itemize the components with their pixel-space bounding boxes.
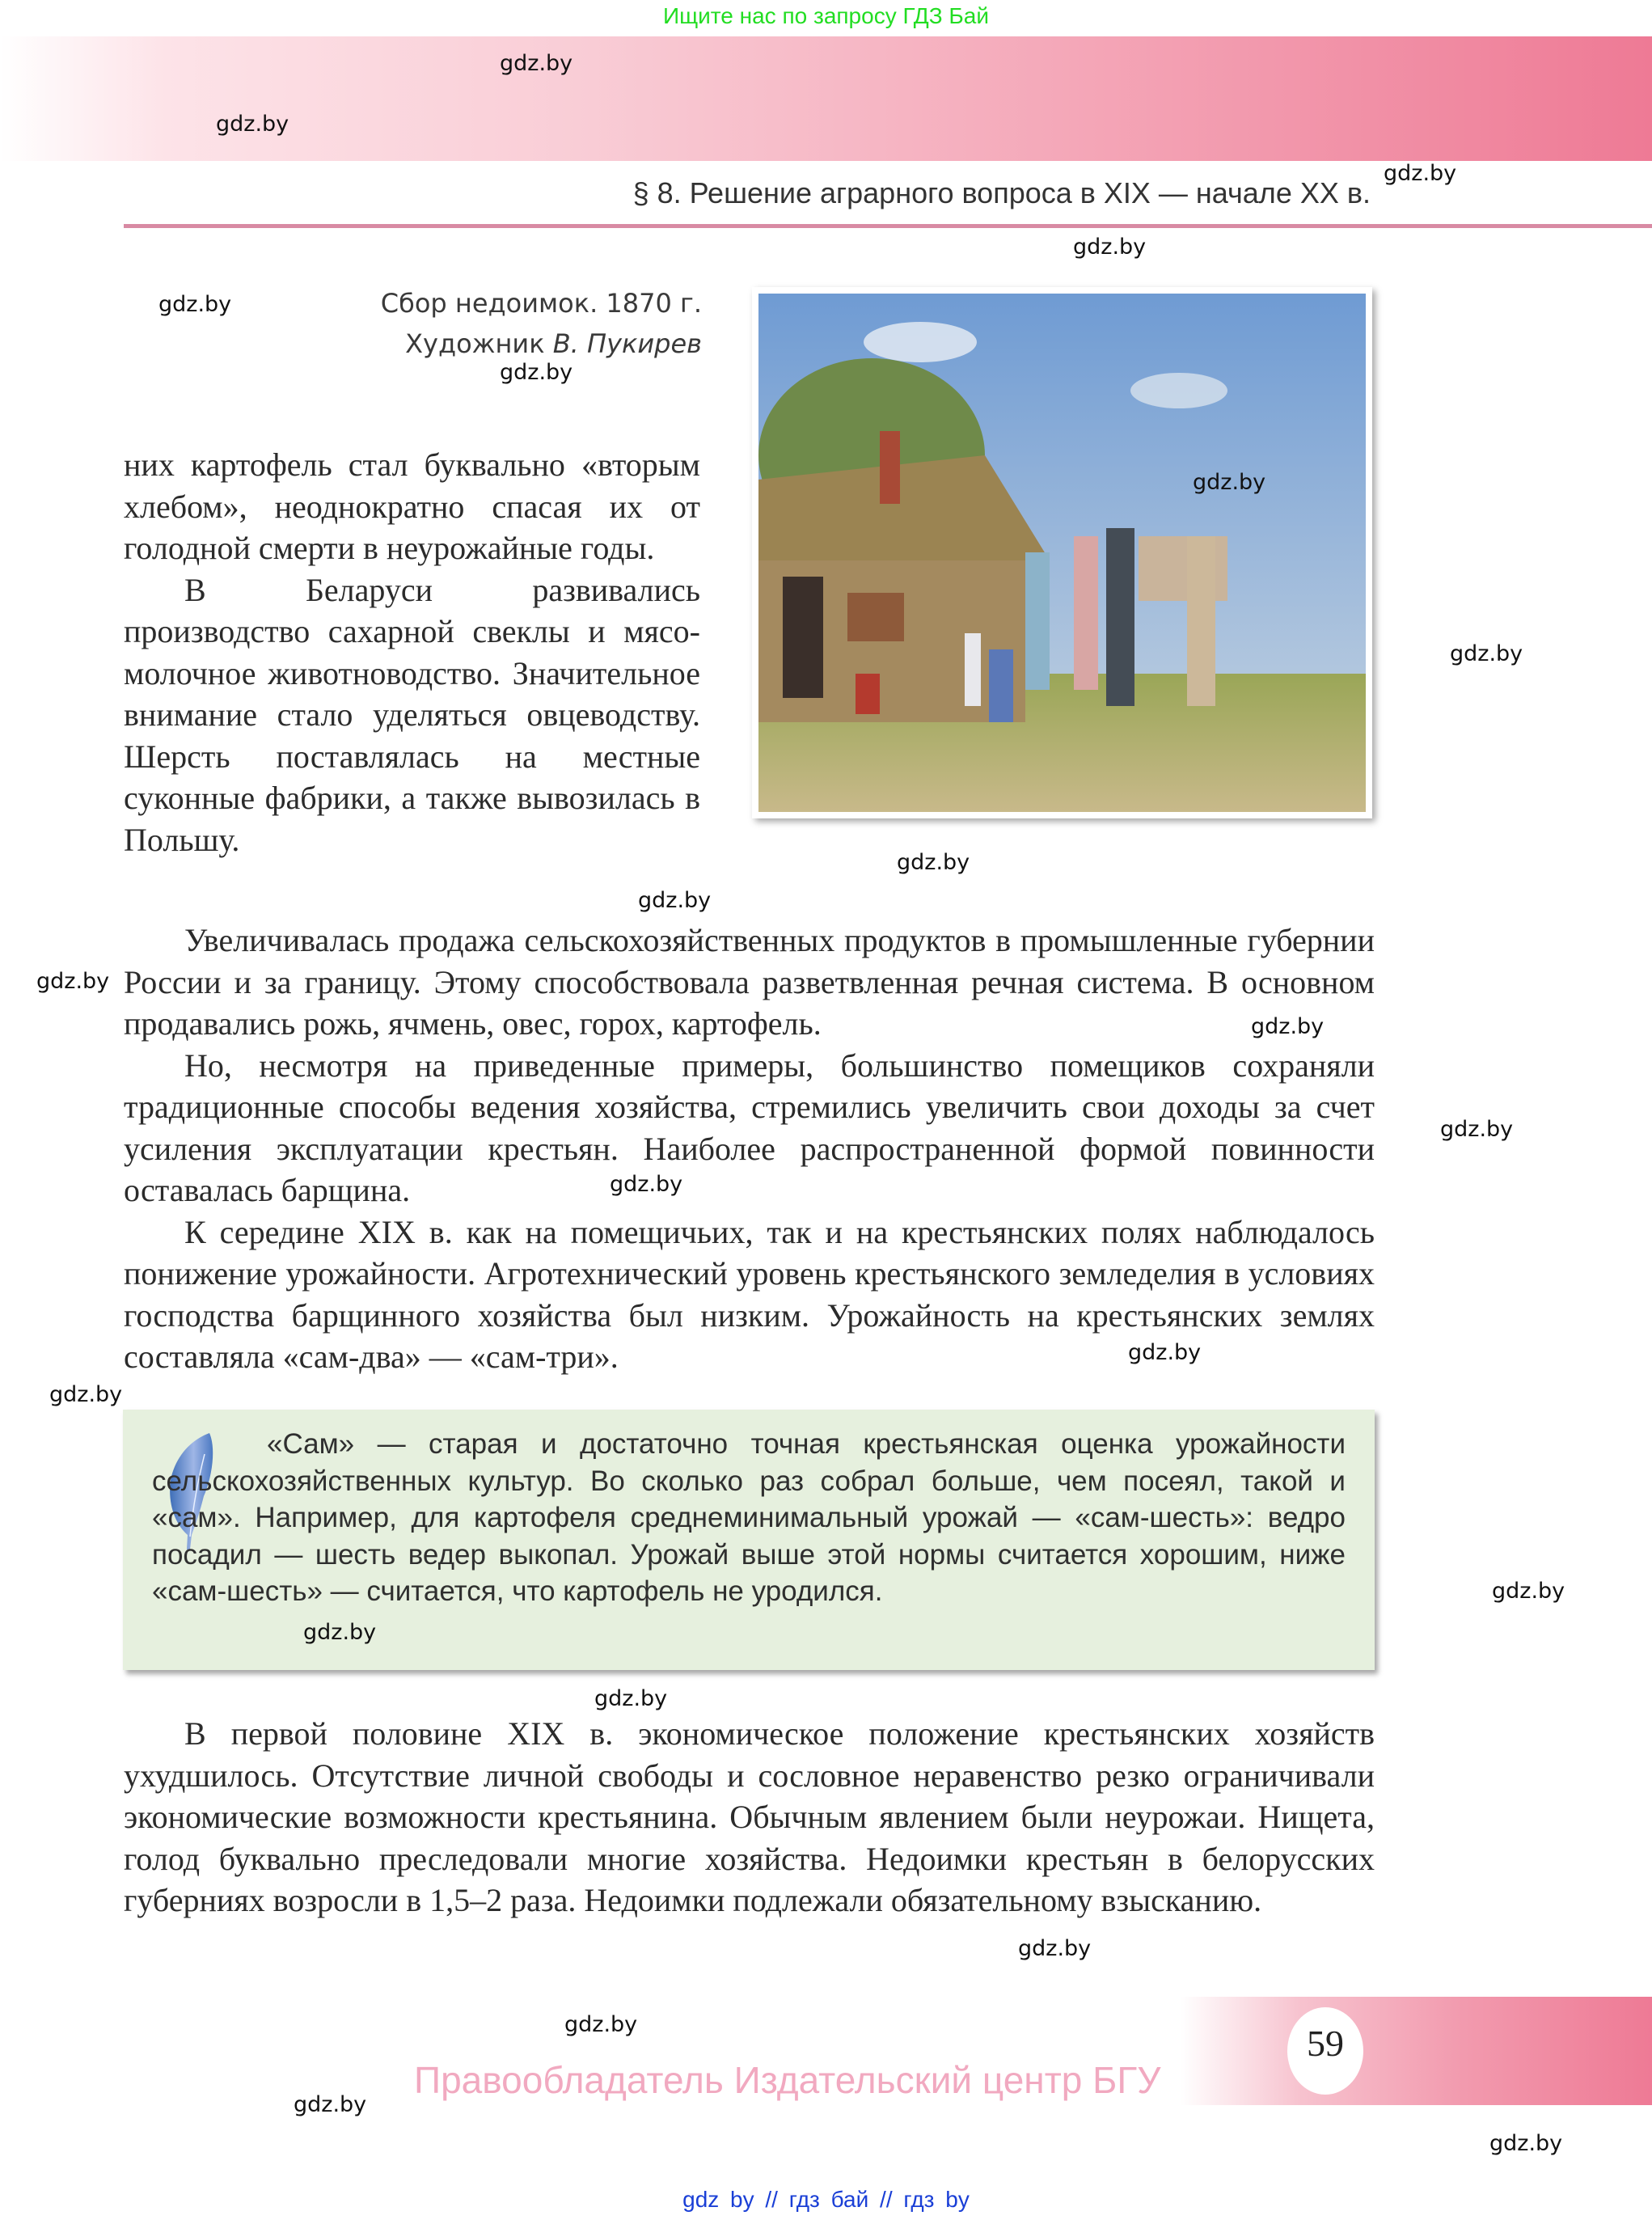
- watermark: gdz.by: [1440, 1117, 1514, 1142]
- chapter-title: § 8. Решение аграрного вопроса в XIX — начале XX в.: [632, 176, 1371, 209]
- watermark: gdz.by: [1450, 641, 1523, 666]
- header-divider: [124, 224, 1652, 228]
- watermark: gdz.by: [1128, 1340, 1202, 1365]
- watermark: gdz.by: [638, 888, 712, 913]
- watermark: gdz.by: [36, 969, 110, 994]
- watermark: gdz.by: [1489, 2131, 1563, 2156]
- page-number: 59: [1307, 2023, 1344, 2064]
- rights-holder-notice: Правообладатель Издательский центр БГУ: [414, 2059, 1161, 2101]
- note-text: «Сам» — старая и достаточно точная крестьянская оценка урожайности сельскохозяйственных культур. Во сколько раз собрал больше, чем посеял, такой и «сам». Например, для картофеля среднеминимальный урожай — «сам-шесть»: ведро посадил — шесть ведер выкопал. Урожай выше этой нормы считается хорошим, ниже «сам-шесть» — считается, что картофель не уродился.: [152, 1428, 1346, 1607]
- watermark: gdz.by: [564, 2012, 638, 2037]
- watermark: gdz.by: [1492, 1579, 1565, 1604]
- caption-artist: [381, 323, 702, 364]
- watermark: gdz.by: [500, 51, 573, 76]
- bottom-site-links[interactable]: gdz by // гдз бай // гдз by: [682, 2187, 970, 2212]
- watermark: gdz.by: [294, 2092, 367, 2117]
- caption-artist-name: В. Пукирев: [552, 328, 702, 359]
- body-text-wide: [124, 920, 1375, 1378]
- watermark: gdz.by: [610, 1172, 683, 1197]
- body-text-narrow: [124, 444, 700, 860]
- figure-caption: [381, 283, 702, 364]
- search-hint-banner: Ищите нас по запросу ГДЗ Бай: [662, 3, 990, 28]
- watermark: gdz.by: [1193, 470, 1266, 495]
- paragraph-landlords: Но, несмотря на приведенные примеры, большинство помещиков сохраняли традиционные способы ведения хозяйства, стремились увеличить свои доходы за счет усиления эксплуатации крестьян. Наиболее распространенной формой повинности оставалась барщина.: [124, 1046, 1375, 1208]
- paragraph-sales: Увеличивалась продажа сельскохозяйственных продуктов в промышленные губернии России и за границу. Этому способствовала разветвленная речная система. В основном продавались рожь, ячмень, овес, горох, картофель.: [124, 922, 1375, 1042]
- watermark: gdz.by: [1384, 161, 1457, 186]
- footer-decorative-band: [1181, 1997, 1652, 2105]
- watermark: gdz.by: [897, 850, 970, 875]
- painting-canvas: [758, 294, 1366, 812]
- watermark: gdz.by: [1073, 235, 1147, 260]
- watermark: gdz.by: [594, 1686, 668, 1711]
- caption-artist-label: Художник: [405, 328, 545, 359]
- watermark: gdz.by: [500, 360, 573, 385]
- body-text-final: [124, 1713, 1375, 1922]
- paragraph-economic-decline: В первой половине XIX в. экономическое положение крестьянских хозяйств ухудшилось. Отсутствие личной свободы и сословное неравенство резко ограничивали экономические возможности крестьянина. Обычным явлением были неурожаи. Нищета, голод буквально преследовали многие хозяйства. Недоимки крестьян в белорусских губерниях возросли в 1,5–2 раза. Недоимки подлежали обязательному взысканию.: [124, 1715, 1375, 1918]
- header-decorative-band: [0, 36, 1652, 161]
- watermark: gdz.by: [49, 1382, 123, 1407]
- paragraph-belarus-production: В Беларуси развивались производство сахарной свеклы и мясо-молочное животноводство. Значительное внимание стало уделяться овцеводству. Шерсть поставлялась на местные суконные фабрики, а также вывозилась в Польшу.: [124, 571, 700, 858]
- paragraph-yield: К середине XIX в. как на помещичьих, так и на крестьянских полях наблюдалось понижение урожайности. Агротехнический уровень крестьянского земледелия в условиях господства барщинного хозяйства был низким. Урожайность на крестьянских землях составляла «сам-два» — «сам-три».: [124, 1213, 1375, 1375]
- watermark: gdz.by: [1251, 1014, 1325, 1039]
- caption-title: Сбор недоимок. 1870 г.: [380, 288, 702, 319]
- watermark: gdz.by: [158, 292, 232, 317]
- watermark: gdz.by: [216, 112, 289, 137]
- painting-illustration: [758, 294, 1366, 812]
- watermark: gdz.by: [1018, 1936, 1092, 1961]
- paragraph-potato: них картофель стал буквально «вторым хлебом», неоднократно спасая их от голодной смерти в неурожайные годы.: [124, 446, 700, 566]
- watermark: gdz.by: [303, 1620, 377, 1645]
- painting-image: [752, 287, 1372, 818]
